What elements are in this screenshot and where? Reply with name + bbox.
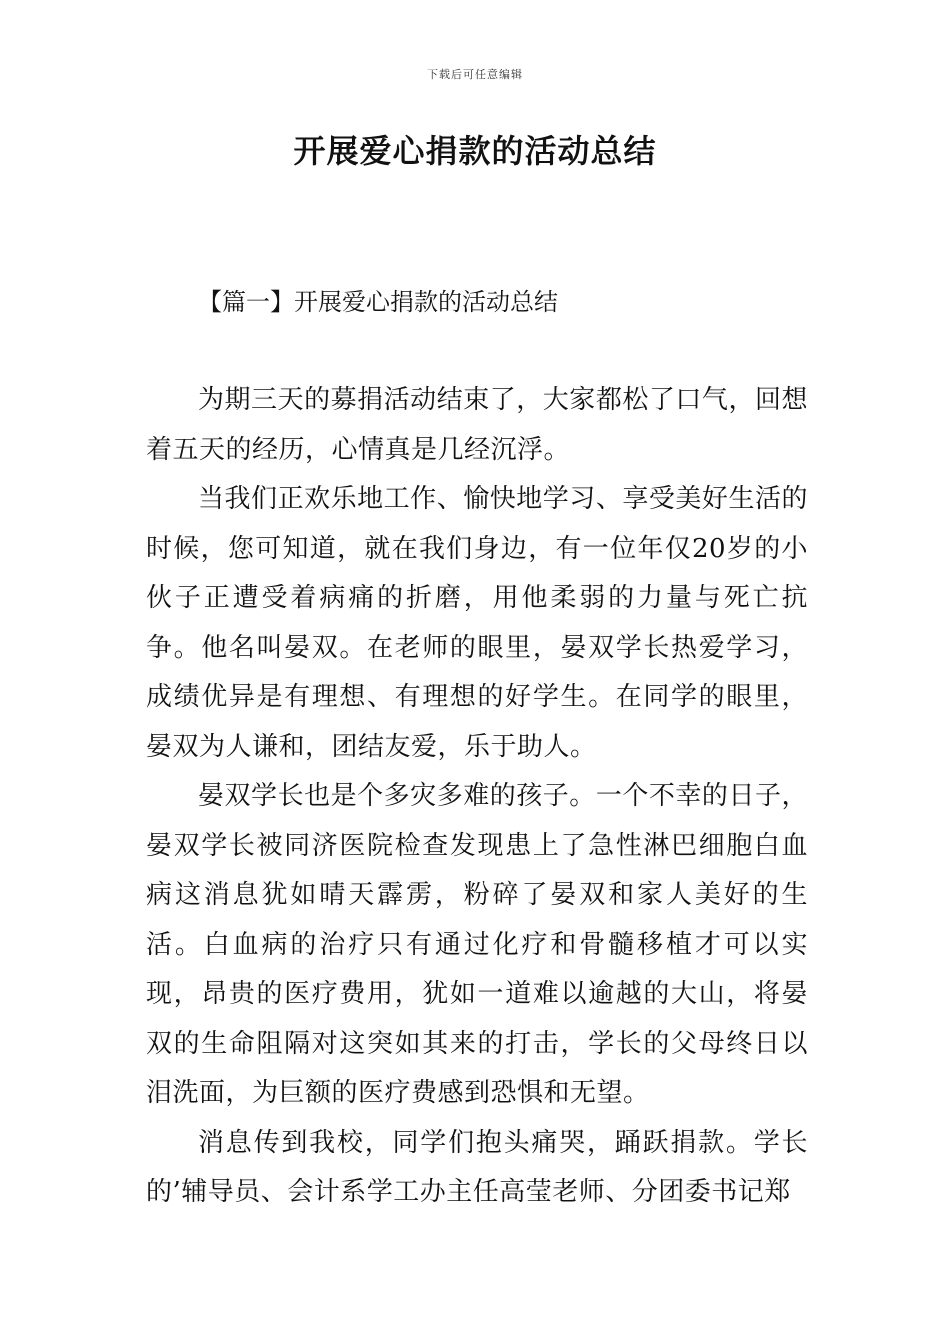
paragraph-4: 消息传到我校，同学们抱头痛哭，踊跃捐款。学长的’辅导员、会计系学工办主任高莹老师、分团委书记郑 <box>146 1127 808 1207</box>
document-title: 开展爱心捐款的活动总结 <box>293 132 657 170</box>
header-note: 下载后可任意编辑 <box>427 68 523 81</box>
paragraph-1: 为期三天的募捐活动结束了，大家都松了口气，回想着五天的经历，心情真是几经沉浮。 <box>146 385 808 465</box>
paragraph-3: 晏双学长也是个多灾多难的孩子。一个不幸的日子，晏双学长被同济医院检查发现患上了急性淋巴细胞白血病这消息犹如晴天霹雳，粉碎了晏双和家人美好的生活。白血病的治疗只有通过化疗和骨髓移植才可以实现，昂贵的医疗费用，犹如一道难以逾越的大山，将晏双的生命阻隔对这突如其来的打击，学长的父母终日以泪洗面，为巨额的医疗费感到恐惧和无望。 <box>146 781 808 1108</box>
paragraph-2: 当我们正欢乐地工作、愉快地学习、享受美好生活的时候，您可知道，就在我们身边，有一位年仅20岁的小伙子正遭受着病痛的折磨，用他柔弱的力量与死亡抗争。他名叫晏双。在老师的眼里，晏双学长热爱学习，成绩优异是有理想、有理想的好学生。在同学的眼里，晏双为人谦和，团结友爱，乐于助人。 <box>146 484 808 762</box>
section-heading: 【篇一】开展爱心捐款的活动总结 <box>198 288 558 316</box>
document-body <box>146 376 808 1218</box>
